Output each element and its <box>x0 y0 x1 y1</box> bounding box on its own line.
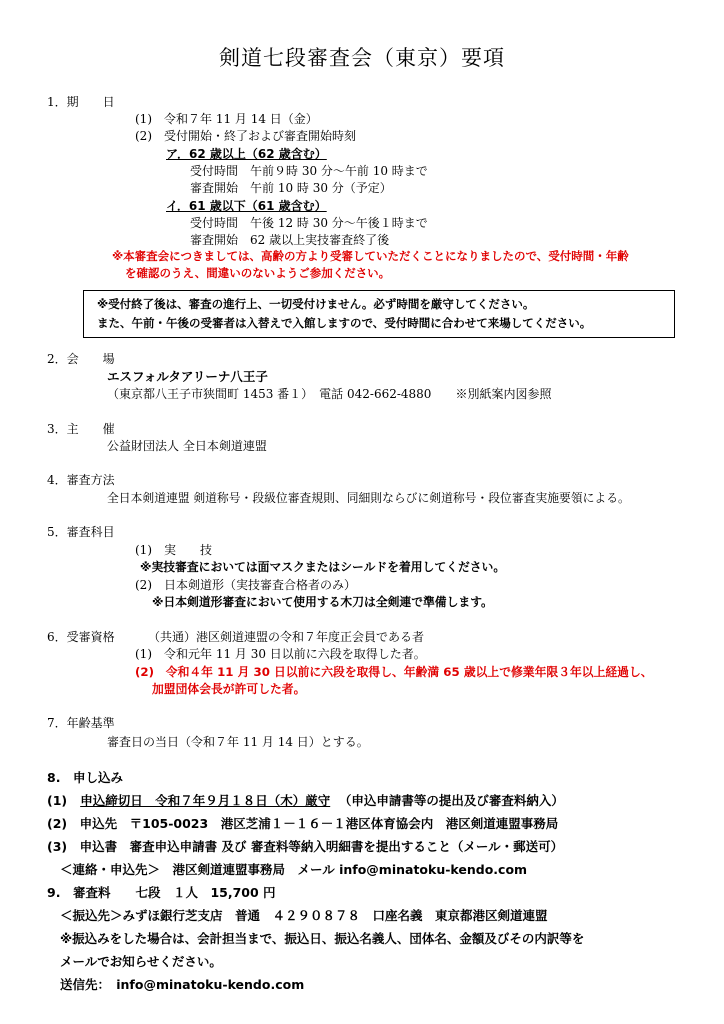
subject-1-note: ※実技審査においては面マスクまたはシールドを着用してください。 <box>140 560 506 574</box>
box-line-2: また、午前・午後の受審者は入替えで入館しますので、受付時間に合わせて来場してください。 <box>97 316 592 330</box>
deadline-date: 申込締切日 令和７年９月１８日（木）厳守 <box>80 793 331 808</box>
application-form: (3) 申込書 審査申込申請書 及び 審査料等納入明細書を提出すること（メール・郵送可） <box>47 839 564 854</box>
subject-2: (2) 日本剣道形（実技審査合格者のみ） <box>135 578 356 592</box>
fee-line: 9. 審査料 七段 １人 15,700 円 <box>47 885 276 900</box>
section-1-heading: 1．期 日 <box>47 95 115 109</box>
age-basis: 審査日の当日（令和７年 11 月 14 日）とする。 <box>107 735 369 749</box>
group-a-start: 審査開始 午前 10 時 30 分（予定） <box>190 181 392 195</box>
venue-address: （東京都八王子市狭間町 1453 番１） 電話 042-662-4880 ※別紙案内図参照 <box>107 387 552 401</box>
deadline-number: (1) <box>47 793 68 808</box>
section-5-heading: 5．審査科目 <box>47 525 115 539</box>
bank-account: ＜振込先＞みずほ銀行芝支店 普通 ４２９０８７８ 口座名義 東京都港区剣道連盟 <box>60 908 548 923</box>
subject-2-note: ※日本剣道形審査において使用する木刀は全剣連で準備します。 <box>152 595 493 609</box>
section-8-heading: 8. 申し込み <box>47 770 123 785</box>
method-body: 全日本剣道連盟 剣道称号・段級位審査規則、同細則ならびに剣道称号・段位審査実施要領による。 <box>107 491 630 505</box>
contact-line: ＜連絡・申込先＞ 港区剣道連盟事務局 メール info@minatoku-kendo.com <box>60 862 528 877</box>
organizer: 公益財団法人 全日本剣道連盟 <box>107 439 267 453</box>
eligibility-common: （共通）港区剣道連盟の令和７年度正会員である者 <box>148 630 425 644</box>
page-title: 剣道七段審査会（東京）要項 <box>219 46 505 70</box>
application-address: (2) 申込先 〒105-0023 港区芝浦１－１６－１港区体育協会内 港区剣道連盟事務局 <box>47 816 559 831</box>
section-6-heading: 6．受審資格 <box>47 630 115 644</box>
transfer-note-1: ※振込みをした場合は、会計担当まで、振込日、振込名義人、団体名、金額及びその内訳等を <box>60 931 585 946</box>
eligibility-2b: 加盟団体会長が許可した者。 <box>152 682 306 696</box>
box-line-1: ※受付終了後は、審査の進行上、一切受付けません。必ず時間を厳守してください。 <box>97 297 535 311</box>
subject-1: (1) 実 技 <box>135 543 212 557</box>
group-i-heading: イ．61 歳以下（61 歳含む） <box>166 199 327 213</box>
date-line: (1) 令和７年 11 月 14 日（金） <box>135 112 318 126</box>
send-to-email: 送信先： info@minatoku-kendo.com <box>60 977 305 992</box>
section-7-heading: 7．年齢基準 <box>47 716 115 730</box>
transfer-note-2: メールでお知らせください。 <box>60 954 222 969</box>
deadline-line <box>47 791 564 809</box>
deadline-note: （申込申請書等の提出及び審査料納入） <box>338 793 564 808</box>
notice-line-2: を確認のうえ、間違いのないようご参加ください。 <box>125 266 391 280</box>
section-3-heading: 3．主 催 <box>47 422 115 436</box>
section-4-heading: 4．審査方法 <box>47 473 115 487</box>
venue-name: エスフォルタアリーナ八王子 <box>107 369 268 384</box>
eligibility-2a: (2) 令和４年 11 月 30 日以前に六段を取得し、年齢満 65 歳以上で修業年限３年以上経過し、 <box>135 665 653 679</box>
group-a-reception: 受付時間 午前９時 30 分～午前 10 時まで <box>190 164 428 178</box>
section-2-heading: 2．会 場 <box>47 352 115 366</box>
group-i-start: 審査開始 62 歳以上実技審査終了後 <box>190 233 390 247</box>
reception-line: (2) 受付開始・終了および審査開始時刻 <box>135 129 356 143</box>
group-a-heading: ア．62 歳以上（62 歳含む） <box>166 147 327 161</box>
group-i-reception: 受付時間 午後 12 時 30 分～午後１時まで <box>190 216 428 230</box>
eligibility-1: (1) 令和元年 11 月 30 日以前に六段を取得した者。 <box>135 647 426 661</box>
notice-line-1: ※本審査会につきましては、高齢の方より受審していただくことになりましたので、受付時間・年齢 <box>112 249 629 263</box>
